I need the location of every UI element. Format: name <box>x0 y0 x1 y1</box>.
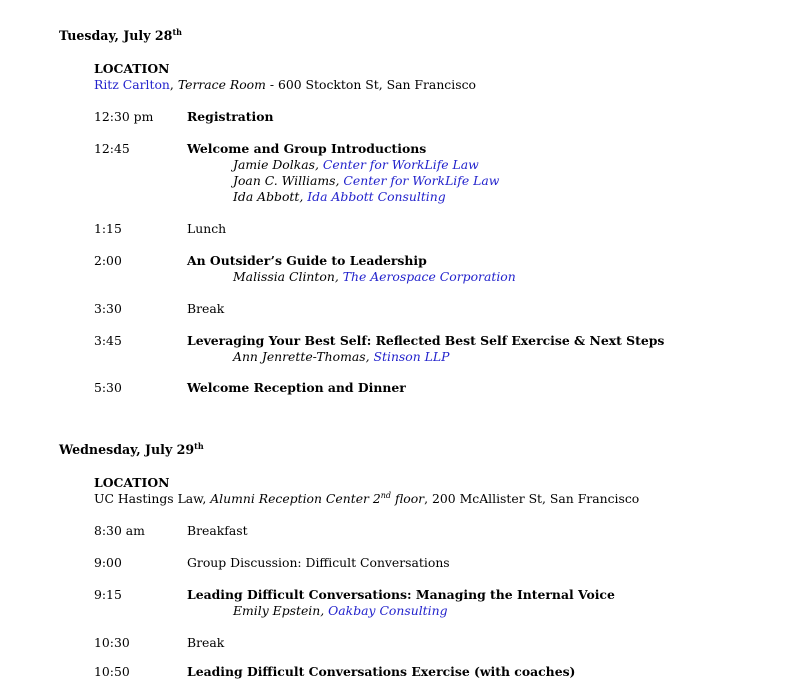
venue-link[interactable]: Ritz Carlton <box>94 77 170 92</box>
session-title: Breakfast <box>187 523 248 538</box>
session-time: 1:15 <box>94 221 122 236</box>
room-name: Terrace Room <box>177 77 266 92</box>
location-label: LOCATION <box>94 61 170 76</box>
session-time: 10:50 <box>94 664 130 679</box>
session-time: 8:30 am <box>94 523 145 538</box>
location-label: LOCATION <box>94 475 170 490</box>
session-time: 12:30 pm <box>94 109 154 124</box>
speaker-name: Joan C. Williams <box>233 173 336 188</box>
day-heading <box>59 442 204 457</box>
session-time: 5:30 <box>94 380 122 395</box>
speaker-line: Ida Abbott, Ida Abbott Consulting <box>233 189 446 204</box>
speaker-line: Ann Jenrette-Thomas, Stinson LLP <box>233 349 450 364</box>
room-name-tail: floor <box>391 491 425 506</box>
speaker-name: Emily Epstein <box>233 603 321 618</box>
session-time: 3:45 <box>94 333 122 348</box>
location-line <box>94 77 476 92</box>
separator: , <box>169 77 178 92</box>
session-title: Leading Difficult Conversations: Managing the Internal Voice <box>187 587 615 602</box>
day-date-suffix: th <box>194 441 204 451</box>
speaker-name: Ida Abbott <box>233 189 300 204</box>
speaker-org-link[interactable]: Oakbay Consulting <box>328 603 448 618</box>
venue-name: UC Hastings Law <box>94 491 203 506</box>
speaker-line: Joan C. Williams, Center for WorkLife Law <box>233 173 500 188</box>
speaker-line: Emily Epstein, Oakbay Consulting <box>233 603 448 618</box>
session-time: 12:45 <box>94 141 130 156</box>
speaker-line: Malissia Clinton, The Aerospace Corporation <box>233 269 516 284</box>
separator: , <box>202 491 211 506</box>
address: - 600 Stockton St, San Francisco <box>265 77 476 92</box>
session-title: Leading Difficult Conversations Exercise (with coaches) <box>187 664 576 679</box>
session-title: Break <box>187 635 225 650</box>
speaker-org-link[interactable]: The Aerospace Corporation <box>342 269 516 284</box>
speaker-org-link[interactable]: Center for WorkLife Law <box>343 173 500 188</box>
speaker-name: Jamie Dolkas <box>233 157 315 172</box>
session-title: Break <box>187 301 225 316</box>
room-name-text: Alumni Reception Center 2 <box>210 491 381 506</box>
session-time: 9:00 <box>94 555 122 570</box>
session-title: Welcome and Group Introductions <box>187 141 427 156</box>
speaker-name: Ann Jenrette-Thomas <box>233 349 366 364</box>
speaker-line: Jamie Dolkas, Center for WorkLife Law <box>233 157 479 172</box>
speaker-org-link[interactable]: Stinson LLP <box>373 349 450 364</box>
day-heading <box>59 28 182 43</box>
session-time: 10:30 <box>94 635 130 650</box>
session-title: Leveraging Your Best Self: Reflected Best Self Exercise & Next Steps <box>187 333 665 348</box>
session-time: 9:15 <box>94 587 122 602</box>
session-title: Lunch <box>187 221 227 236</box>
session-time: 3:30 <box>94 301 122 316</box>
location-line <box>94 491 639 506</box>
session-title: Welcome Reception and Dinner <box>187 380 406 395</box>
day-date: Wednesday, July 29 <box>59 442 195 457</box>
room-name <box>210 491 424 506</box>
speaker-name: Malissia Clinton <box>233 269 335 284</box>
session-title: An Outsider’s Guide to Leadership <box>187 253 427 268</box>
room-floor-suffix: nd <box>380 491 392 500</box>
day-date-suffix: th <box>172 27 182 37</box>
session-title: Group Discussion: Difficult Conversations <box>187 555 450 570</box>
day-date: Tuesday, July 28 <box>59 28 173 43</box>
speaker-org-link[interactable]: Center for WorkLife Law <box>322 157 479 172</box>
session-title: Registration <box>187 109 274 124</box>
session-time: 2:00 <box>94 253 122 268</box>
address: , 200 McAllister St, San Francisco <box>424 491 640 506</box>
speaker-org-link[interactable]: Ida Abbott Consulting <box>307 189 446 204</box>
